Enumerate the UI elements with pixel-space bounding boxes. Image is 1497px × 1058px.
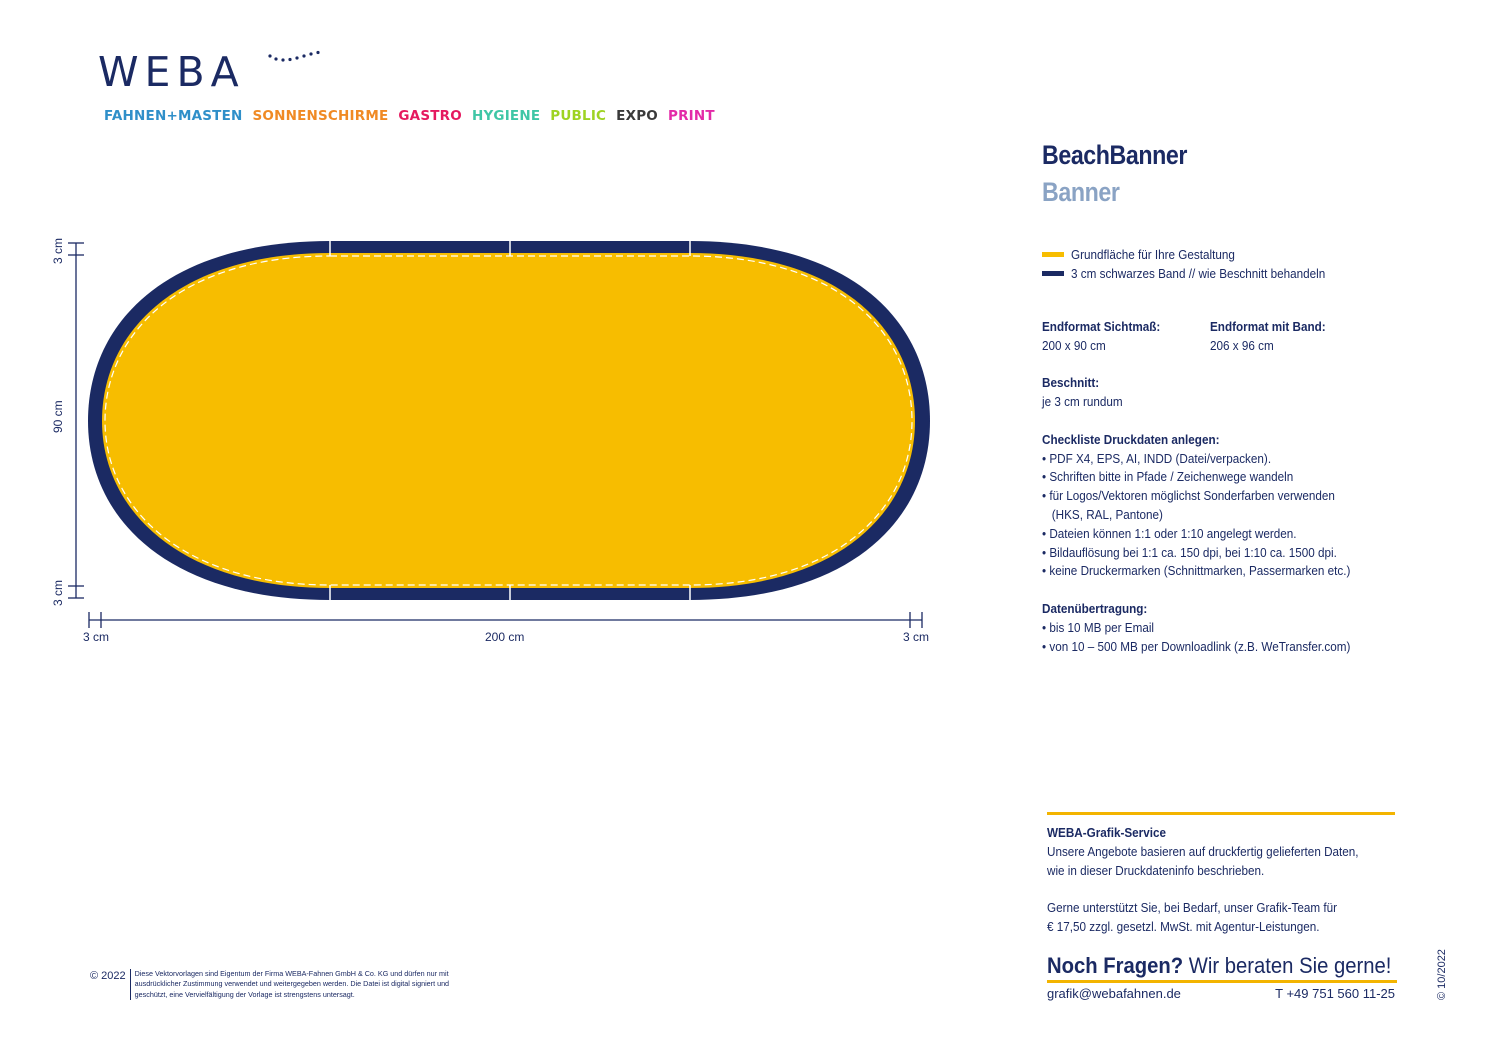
category-public: PUBLIC: [550, 108, 607, 124]
version-date: © 10/2022: [1436, 949, 1448, 1000]
checklist-item: • für Logos/Vektoren möglichst Sonderfarben verwenden: [1042, 488, 1335, 504]
checklist-label: Checkliste Druckdaten anlegen:: [1042, 431, 1220, 447]
copyright-year: © 2022: [90, 970, 126, 982]
contact-phone[interactable]: T +49 751 560 11-25: [1275, 986, 1395, 1001]
vertical-dimension: [68, 243, 84, 598]
horizontal-dimension: [89, 612, 922, 628]
category-gastro: GASTRO: [398, 108, 462, 124]
service-text: € 17,50 zzgl. gesetzl. MwSt. mit Agentur-Leistungen.: [1047, 918, 1320, 934]
format-visible-value: 200 x 90 cm: [1042, 337, 1106, 353]
legend-item-band: [1042, 264, 1354, 283]
checklist-item: • keine Druckermarken (Schnittmarken, Passermarken etc.): [1042, 563, 1351, 579]
transfer-item: • bis 10 MB per Email: [1042, 619, 1155, 635]
transfer-item: • von 10 – 500 MB per Downloadlink (z.B. WeTransfer.com): [1042, 638, 1351, 654]
contact-email-link[interactable]: grafik@webafahnen.de: [1047, 986, 1181, 1001]
legend-swatch-yellow: [1042, 252, 1064, 257]
legend-swatch-navy: [1042, 271, 1064, 276]
checklist-item: • Bildauflösung bei 1:1 ca. 150 dpi, bei 1:10 ca. 1500 dpi.: [1042, 544, 1337, 560]
service-heading: WEBA-Grafik-Service: [1047, 825, 1166, 840]
banner-drawing: [0, 0, 1000, 660]
dim-left-bottom: 3 cm: [51, 579, 65, 606]
contact-heading: [1047, 952, 1397, 983]
banner-design-area: [102, 253, 915, 588]
grafik-service: [1047, 812, 1395, 937]
logo-wordmark: WEBA: [98, 48, 245, 96]
checklist-item: (HKS, RAL, Pantone): [1042, 506, 1163, 522]
dim-left-top: 3 cm: [51, 237, 65, 264]
contact-answer: Wir beraten Sie gerne!: [1188, 953, 1392, 978]
beschnitt-label: Beschnitt:: [1042, 375, 1100, 391]
checklist-item: • Dateien können 1:1 oder 1:10 angelegt werden.: [1042, 525, 1297, 541]
service-text: Gerne unterstützt Sie, bei Bedarf, unser Grafik-Team für: [1047, 900, 1338, 916]
legend-item-design-area: [1042, 245, 1354, 264]
category-expo: EXPO: [616, 108, 658, 124]
transfer-label: Datenübertragung:: [1042, 600, 1148, 616]
contact-details: [1047, 986, 1395, 1001]
dim-bottom-left: 3 cm: [83, 630, 110, 644]
category-fahnen-masten: FAHNEN+MASTEN: [104, 108, 243, 124]
format-band-value: 206 x 96 cm: [1210, 337, 1274, 353]
copyright-notice: [90, 969, 452, 1000]
legend-label: Grundfläche für Ihre Gestaltung: [1071, 247, 1235, 262]
service-text: wie in dieser Druckdateninfo beschrieben.: [1047, 862, 1265, 878]
beschnitt-block: [1042, 374, 1442, 412]
category-sonnenschirme: SONNENSCHIRME: [252, 108, 389, 124]
checklist-item: • Schriften bitte in Pfade / Zeichenwege wandeln: [1042, 469, 1294, 485]
legend: [1042, 245, 1354, 283]
format-visible-label: Endformat Sichtmaß:: [1042, 319, 1161, 334]
format-block: [1042, 318, 1442, 356]
contact-question: Noch Fragen?: [1047, 953, 1184, 978]
service-text: Unsere Angebote basieren auf druckfertig gelieferten Daten,: [1047, 843, 1359, 859]
transfer-block: [1042, 600, 1442, 656]
product-title: BeachBanner: [1042, 140, 1187, 170]
product-subtitle: Banner: [1042, 177, 1120, 207]
dim-left-middle: 90 cm: [51, 400, 65, 433]
specifications: [1042, 318, 1442, 675]
checklist-block: [1042, 431, 1442, 581]
dim-bottom-middle: 200 cm: [485, 630, 525, 644]
format-band-label: Endformat mit Band:: [1210, 319, 1326, 334]
checklist-item: • PDF X4, EPS, AI, INDD (Datei/verpacken).: [1042, 450, 1272, 466]
dim-bottom-right: 3 cm: [903, 630, 930, 644]
category-hygiene: HYGIENE: [471, 108, 541, 124]
beschnitt-value: je 3 cm rundum: [1042, 394, 1123, 410]
legend-label: 3 cm schwarzes Band // wie Beschnitt behandeln: [1071, 266, 1326, 281]
legal-text: Diese Vektorvorlagen sind Eigentum der Firma WEBA-Fahnen GmbH & Co. KG und dürfen nur mit ausdrücklicher Zustimmung verwendet und weitergegeben werden. Die Datei ist digital signiert und geschützt, eine Vervielfältigung der Vorlage ist strengstens untersagt.: [130, 969, 452, 1000]
category-print: PRINT: [667, 108, 715, 124]
